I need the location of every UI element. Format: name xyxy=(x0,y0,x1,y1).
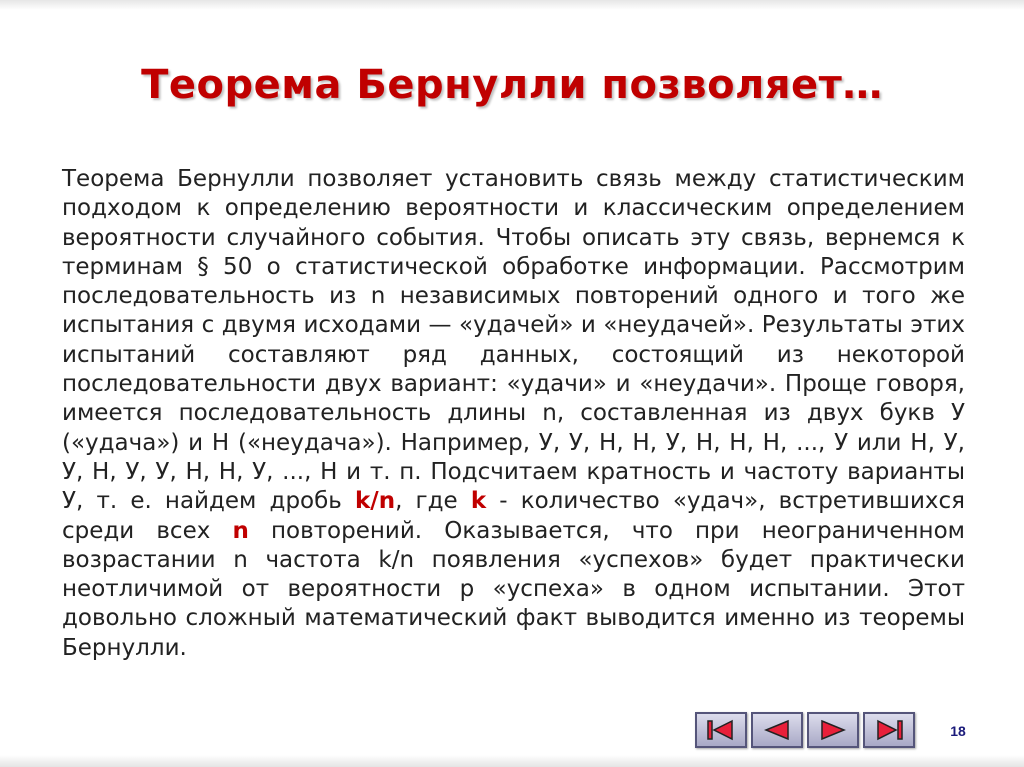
highlight-k-over-n: k/n xyxy=(355,488,396,515)
first-slide-icon xyxy=(704,718,738,742)
body-text-part-4: повторений. Оказывается, что при неограниченном возрастании n частота k/n появления «успехов» будет практически неотличимой от вероятности р «успеха» в одном испытании. Этот довольно сложный математический факт выводится именно из теоремы Бернулли. xyxy=(62,517,965,661)
highlight-k: k xyxy=(470,488,487,515)
previous-slide-icon xyxy=(760,718,794,742)
slide-body-text xyxy=(62,165,965,663)
first-slide-button[interactable] xyxy=(695,712,747,748)
body-text-part-3: - количество «удач», встретившихся среди всех xyxy=(62,488,965,544)
slide-top-shadow xyxy=(0,0,1024,10)
next-slide-icon xyxy=(816,718,850,742)
page-number: 18 xyxy=(950,723,966,739)
slide-navigation xyxy=(695,712,915,750)
highlight-n: n xyxy=(232,517,249,544)
last-slide-button[interactable] xyxy=(863,712,915,748)
last-slide-icon xyxy=(872,718,906,742)
slide-bottom-shadow xyxy=(0,755,1024,767)
slide-title: Теорема Бернулли позволяет… xyxy=(141,62,883,108)
previous-slide-button[interactable] xyxy=(751,712,803,748)
body-text-part-1: Теорема Бернулли позволяет установить связь между статистическим подходом к определению вероятности и классическим определением вероятности случайного события. Чтобы описать эту связь, вернемся к терминам § 50 о статистической обработке информации. Рассмотрим последовательность из n независимых повторений одного и того же испытания с двумя исходами — «удачей» и «неудачей». Результаты этих испытаний составляют ряд данных, состоящий из некоторой последовательности двух вариант: «удачи» и «неудачи». Проще говоря, имеется последовательность длины n, составленная из двух букв У («удача») и Н («неудача»). Например, У, У, Н, Н, У, Н, Н, Н, ..., У или Н, У, У, Н, У, У, Н, Н, У, ..., Н и т. п. Подсчитаем кратность и частоту варианты У, т. е. найдем дробь xyxy=(62,166,965,515)
next-slide-button[interactable] xyxy=(807,712,859,748)
body-text-part-2: , где xyxy=(395,488,471,515)
